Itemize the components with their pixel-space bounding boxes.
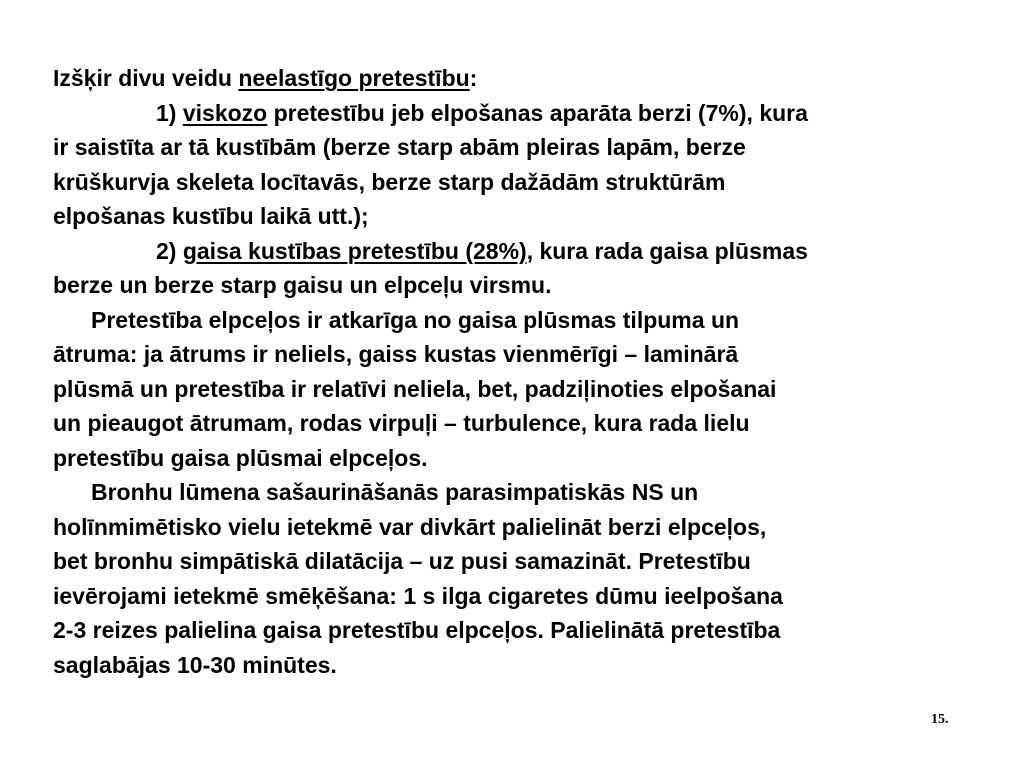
- item1-line: krūškurvja skeleta locītavās, berze starp dažādām struktūrām: [53, 168, 726, 195]
- paragraph1-line: un pieaugot ātrumam, rodas virpuļi – turbulence, kura rada lielu: [53, 410, 750, 436]
- paragraph2-line: saglabājas 10-30 minūtes.: [53, 651, 337, 678]
- intro-prefix: Izšķir divu veidu: [53, 65, 239, 91]
- intro-line: [53, 61, 983, 96]
- item1-line1-rest: pretestību jeb elpošanas aparāta berzi (7%), kura: [267, 99, 808, 126]
- slide-body-text: [53, 61, 983, 682]
- intro-term-underlined: neelastīgo pretestību: [238, 65, 470, 91]
- paragraph2-line: 2-3 reizes palielina gaisa pretestību elpceļos. Palielinātā pretestība: [53, 617, 781, 643]
- paragraph2-line: bet bronhu simpātiskā dilatācija – uz pusi samazināt. Pretestību: [53, 548, 751, 574]
- item1-term-underlined: viskozo: [182, 99, 268, 126]
- paragraph2-line: holīnmimētisko vielu ietekmē var divkārt palielināt berzi elpceļos,: [53, 513, 767, 540]
- paragraph2-first-line: Bronhu lūmena sašaurināšanās parasimpatiskās NS un: [91, 479, 699, 505]
- paragraph1-line: pretestību gaisa plūsmai elpceļos.: [53, 444, 428, 471]
- item2-term-underlined: gaisa kustības pretestību (28%): [182, 237, 527, 264]
- item1-first-line: [53, 96, 983, 131]
- item2-number: 2): [156, 237, 183, 264]
- intro-suffix: :: [469, 65, 478, 91]
- item1-number: 1): [156, 99, 183, 126]
- item2-first-line: [53, 234, 983, 269]
- paragraph1-first-line: Pretestība elpceļos ir atkarīga no gaisa plūsmas tilpuma un: [91, 306, 740, 333]
- paragraph1-line: plūsmā un pretestība ir relatīvi neliela, bet, padziļinoties elpošanai: [53, 375, 777, 402]
- page-number: 15.: [931, 712, 949, 727]
- item2-line1-rest: , kura rada gaisa plūsmas: [526, 237, 808, 264]
- item1-line: elpošanas kustību laikā utt.);: [53, 203, 369, 229]
- item1-line: ir saistīta ar tā kustībām (berze starp abām pleiras lapām, berze: [53, 134, 746, 160]
- paragraph1-line: ātruma: ja ātrums ir neliels, gaiss kustas vienmērīgi – laminārā: [53, 341, 739, 367]
- paragraph2-line: ievērojami ietekmē smēķēšana: 1 s ilga cigaretes dūmu ieelpošana: [53, 582, 783, 609]
- item2-line: berze un berze starp gaisu un elpceļu virsmu.: [53, 272, 552, 298]
